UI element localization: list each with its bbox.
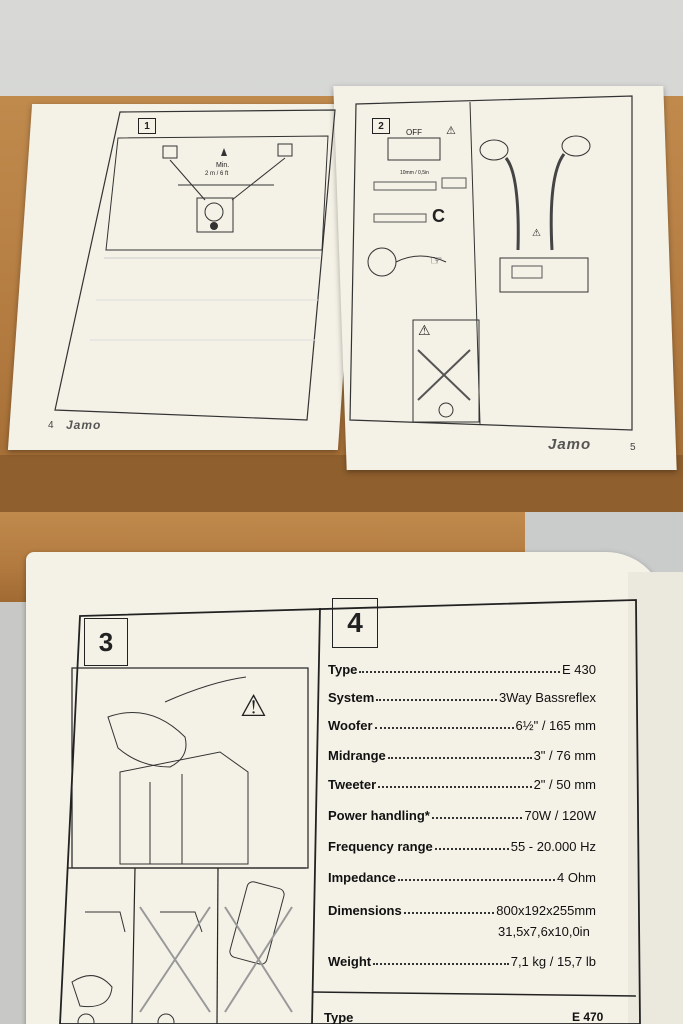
spec-key: Weight [328,954,372,969]
warning-icon-box: ⚠ [418,322,431,338]
spec-value: 55 - 20.000 Hz [510,839,596,854]
spec-dot-leader [432,808,523,819]
spec-row [328,954,596,969]
warning-icon-step3: ⚠ [240,690,267,723]
pointing-hand-icon: ☞ [430,252,443,268]
step-2-badge [372,118,390,134]
spec-value: 6½" / 165 mm [515,718,596,733]
spec-row [328,903,596,918]
step-3-badge [84,618,128,666]
spec-value: 800x192x255mm [496,903,596,918]
spec-dot-leader [378,777,531,788]
spec-key: Type [328,662,358,677]
spec-row [328,748,596,763]
step-1-badge [138,118,156,134]
spec-row [328,690,596,705]
off-label: OFF [406,128,422,137]
step-3-label: 3 [98,626,114,657]
spec-row [328,808,596,823]
spec-dot-leader [435,839,509,850]
spec-key: Woofer [328,718,373,733]
spec-dot-leader [398,870,555,881]
spec-value: 2" / 50 mm [533,777,596,792]
warning-icon: ⚠ [446,125,456,137]
next-type-key: Type [324,1010,354,1024]
spec-dot-leader [359,662,560,673]
dimensions-inch-value: 31,5x7,6x10,0in [498,924,590,939]
spec-dot-leader [404,903,495,914]
letter-c: C [432,206,445,226]
warning-icon-cable: ⚠ [532,228,541,239]
spec-row [328,777,596,792]
step-2-label: 2 [378,120,384,132]
spec-key: Tweeter [328,777,377,792]
step-1-label: 1 [144,120,150,132]
next-type-value: E 470 [572,1010,604,1024]
photo-spec-page [0,512,683,1024]
step-4-label: 4 [347,607,363,638]
spec-value: 70W / 120W [524,808,596,823]
spec-value: E 430 [562,662,596,677]
spec-value: 4 Ohm [556,870,596,885]
spec-dot-leader [388,748,532,759]
min-label: Min. [216,162,230,169]
spec-page-drawings [0,512,683,1024]
spec-key: Dimensions [328,903,402,918]
distance-label: 2 m / 6 ft [205,171,229,177]
left-page-number: 4 [48,420,54,431]
spec-row [328,839,596,854]
jamo-logo-right: Jamo [548,436,592,453]
spec-dot-leader [375,718,514,729]
spec-dot-leader [376,690,497,701]
spec-key: Power handling* [328,808,430,823]
spec-value: 3" / 76 mm [533,748,596,763]
spec-value: 7,1 kg / 15,7 lb [510,954,596,969]
spec-key: Impedance [328,870,396,885]
cut-length-label: 10mm / 0,5in [400,170,429,176]
spec-key: Midrange [328,748,386,763]
spec-dot-leader [373,954,509,965]
spec-row [328,662,596,677]
spec-row [328,870,596,885]
spec-key: System [328,690,375,705]
right-page-number: 5 [630,442,636,453]
step-4-badge [332,598,378,648]
spec-value: 3Way Bassreflex [498,690,596,705]
jamo-logo-left: Jamo [66,418,102,432]
spec-row [328,718,596,733]
spec-key: Frequency range [328,839,433,854]
